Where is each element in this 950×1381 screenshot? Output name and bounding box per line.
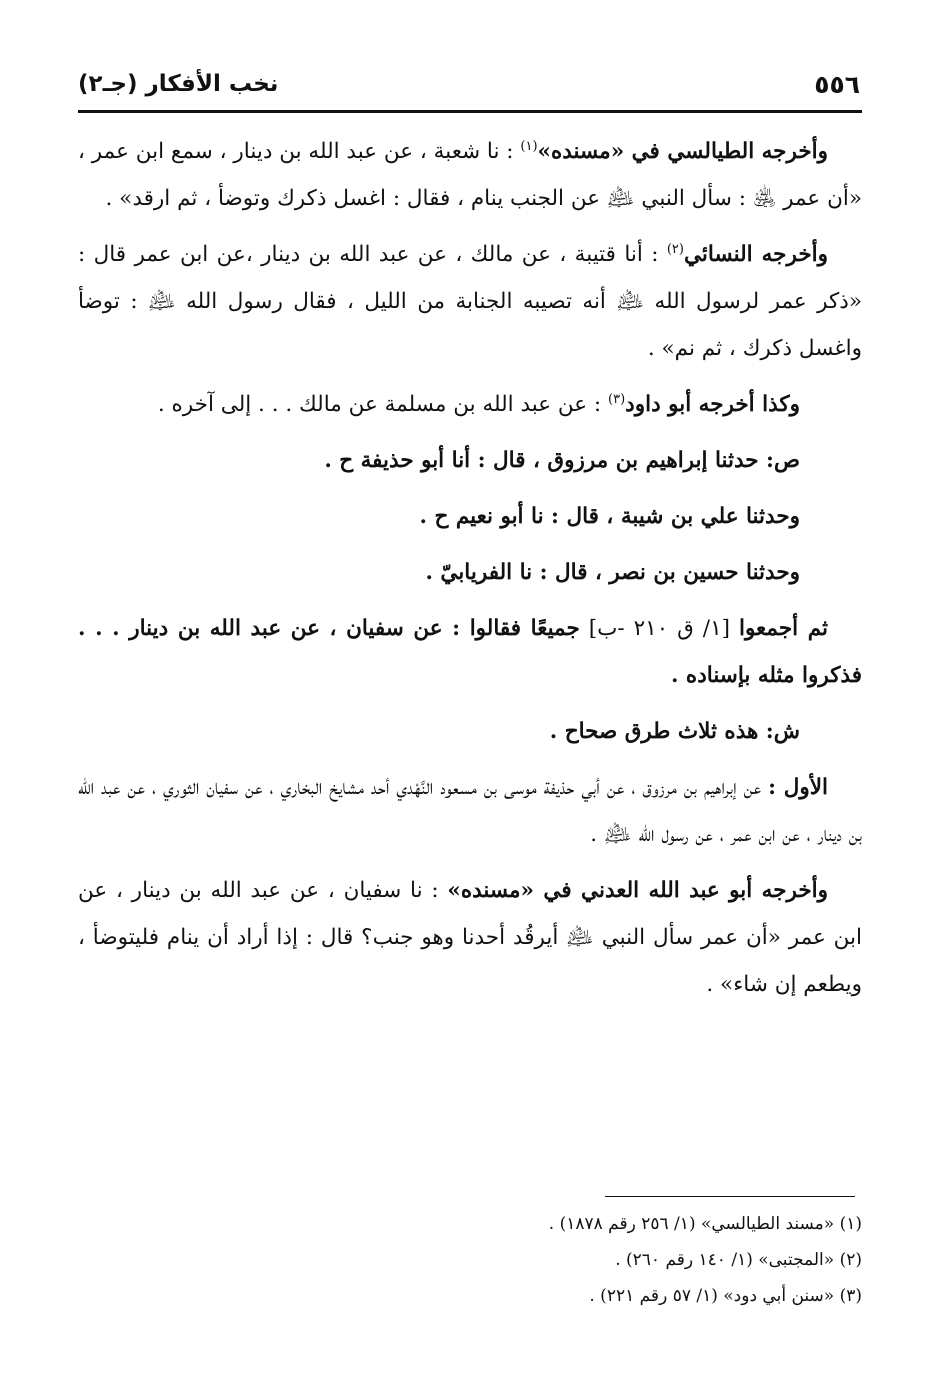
page-header — [78, 62, 860, 106]
footnote-3: (٣) «سنن أبي دود» (١/ ٥٧ رقم ٢٢١) . — [589, 1286, 862, 1306]
book-title: نخب الأفكار (جـ٢) — [78, 71, 279, 97]
paragraph-tayalisi: وأخرجه الطيالسي في «مسنده»$^{(١)}$ : نا شعبة ، عن عبد الله بن دينار ، سمع ابن عمر ، «أن عمر ﵁ : سأل النبي ﵇ عن الجنب ينام ، فقال : اغسل ذكرك وتوضأ ، ثم ارقد» . — [78, 138, 862, 211]
page-number: ٥٥٦ — [814, 69, 860, 99]
paragraph-abu-dawud: وكذا أخرجه أبو داود$^{(٣)}$ : عن عبد الله بن مسلمة عن مالك . . . إلى آخره . — [157, 391, 800, 417]
main-text — [78, 128, 862, 1017]
paragraph-adani: وأخرجه أبو عبد الله العدني في «مسنده» : نا سفيان ، عن عبد الله بن دينار ، عن ابن عمر «أن عمر سأل النبي ﵇ أيرقُد أحدنا وهو جنب؟ قال : إذا أراد أن ينام فليتوضأ ، ويطعم إن شاء» . — [78, 878, 862, 997]
footnote-divider — [605, 1196, 855, 1197]
footnote-2: (٢) «المجتبى» (١/ ١٤٠ رقم ٢٦٠) . — [615, 1250, 862, 1270]
paragraph-nasai: وأخرجه النسائي$^{(٢)}$ : أنا قتيبة ، عن مالك ، عن عبد الله بن دينار ،عن ابن عمر قال : «ذكر عمر لرسول الله ﵇ أنه تصيبه الجنابة من الليل ، فقال رسول الله ﵇ : توضأ واغسل ذكرك ، ثم نم» . — [78, 241, 862, 361]
header-divider — [78, 110, 862, 113]
footnotes — [78, 1206, 862, 1314]
paragraph-first-route: الأول : عن إبراهيم بن مرزوق ، عن أبي حذيفة موسى بن مسعود النَّهْدي أحد مشايخ البخاري ، عن سفيان الثوري ، عن عبد الله بن دينار ، عن ابن عمر ، عن رسول الله ﵇ . — [78, 775, 862, 847]
paragraph-sanad-2: وحدثنا علي بن شيبة ، قال : نا أبو نعيم ح . — [419, 504, 800, 529]
paragraph-sanad-3: وحدثنا حسين بن نصر ، قال : نا الفريابيّ . — [425, 560, 800, 585]
paragraph-sanad-1: ص: حدثنا إبراهيم بن مرزوق ، قال : أنا أبو حذيفة ح . — [324, 448, 800, 473]
paragraph-sharh: ش: هذه ثلاث طرق صحاح . — [549, 719, 800, 744]
paragraph-ijma: ثم أجمعوا [١/ ق ٢١٠ -ب] جميعًا فقالوا : عن سفيان ، عن عبد الله بن دينار . . . فذكروا مثله بإسناده . — [78, 616, 862, 688]
footnote-1: (١) «مسند الطيالسي» (١/ ٢٥٦ رقم ١٨٧٨) . — [548, 1214, 862, 1234]
